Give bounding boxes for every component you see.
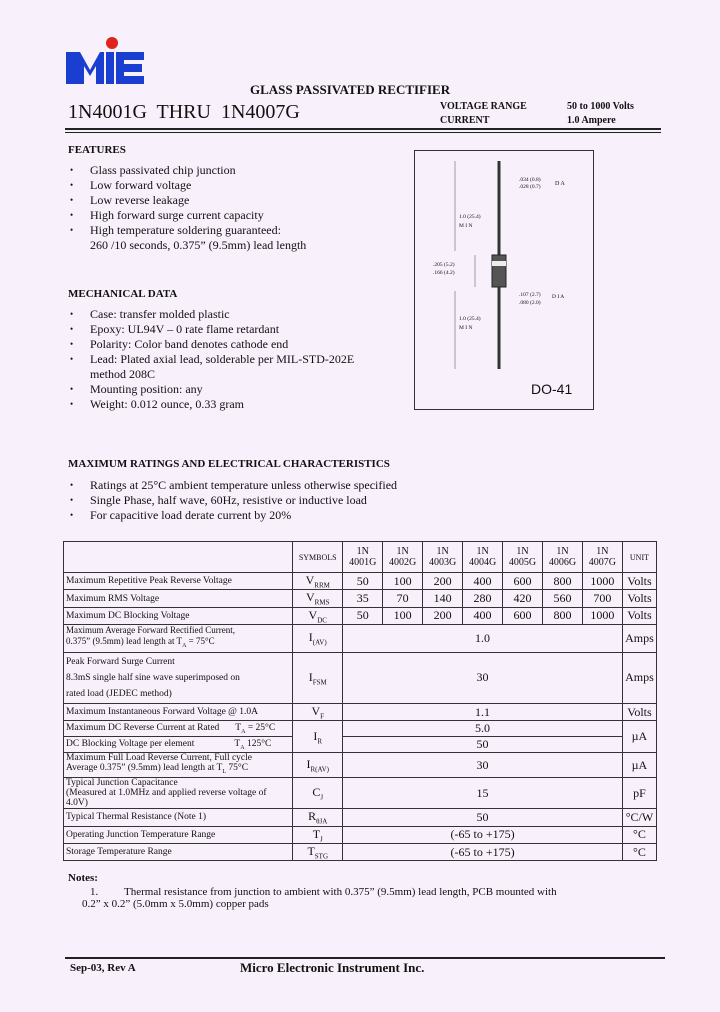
symbol-cell: [293, 607, 343, 624]
value-cell: 700: [582, 590, 622, 607]
symbol: C: [312, 785, 321, 800]
param-text: Average 0.375” (9.5mm) lead length at T: [66, 763, 223, 774]
value-cell: 400: [463, 573, 503, 590]
symbol-sub: R: [317, 737, 323, 746]
part-prefix: 1N: [476, 546, 489, 557]
value-cell: 1.0: [343, 625, 623, 653]
note-line: 0.2” x 0.2” (5.0mm x 5.0mm) copper pads: [82, 898, 269, 910]
param-text: = 25°C: [245, 722, 276, 733]
dim-text: .166 (4.2): [433, 270, 455, 276]
spec-summary: [440, 100, 634, 128]
part-suffix: 4004G: [468, 557, 497, 568]
table-row: [64, 703, 657, 720]
mechanical-item: • Polarity: Color band denotes cathode end: [68, 337, 408, 352]
param-text: 0.375” (9.5mm) lead length at T: [66, 636, 183, 647]
value-cell: 100: [383, 607, 423, 624]
value-cell: 35: [343, 590, 383, 607]
symbol: I: [313, 728, 318, 743]
company-logo: [64, 36, 146, 86]
param-cell: Maximum Instantaneous Forward Voltage @ 1.0A: [64, 703, 293, 720]
dim-text: 1.0 (25.4): [459, 316, 481, 322]
part-header: [582, 542, 622, 573]
dim-text: M I N: [459, 223, 473, 229]
param-cell: Maximum RMS Voltage: [64, 590, 293, 607]
value-cell: 50: [343, 607, 383, 624]
part-header: [463, 542, 503, 573]
value-cell: 30: [343, 652, 623, 703]
param-line: (Measured at 1.0MHz and applied reverse voltage of 4.0V): [66, 788, 267, 809]
part-suffix: 4001G: [349, 557, 377, 568]
revision-label: Sep-03, Rev A: [70, 962, 136, 974]
value-cell: 280: [463, 590, 503, 607]
param-cell: [64, 753, 293, 778]
mechanical-item: • Weight: 0.012 ounce, 0.33 gram: [68, 397, 408, 412]
dim-text: .080 (2.0): [519, 300, 541, 306]
symbol-cell: [293, 652, 343, 703]
value-cell: 70: [383, 590, 423, 607]
param-text: = 75°C: [186, 636, 215, 647]
dim-len-top: [459, 213, 481, 231]
symbol-cell: [293, 590, 343, 607]
symbols-header: SYMBOLS: [293, 542, 343, 573]
symbol-sub: FSM: [312, 678, 327, 687]
symbol-sub: (AV): [312, 638, 327, 647]
dim-dia-label: D A: [555, 181, 565, 187]
value-cell: 420: [503, 590, 543, 607]
symbol-cell: [293, 809, 343, 826]
param-header-cell: [64, 542, 293, 573]
symbol-cell: [293, 625, 343, 653]
param-line: Maximum Average Forward Rectified Current,: [66, 625, 236, 636]
symbol: I: [308, 669, 313, 684]
part-header: [383, 542, 423, 573]
document-title: GLASS PASSIVATED RECTIFIER: [250, 82, 451, 97]
param-text: T: [235, 722, 242, 733]
value-cell: 100: [383, 573, 423, 590]
notes-heading: Notes:: [68, 872, 98, 884]
symbol-sub: STG: [314, 852, 329, 861]
param-text: 125°C: [244, 738, 272, 749]
param-cell: Typical Thermal Resistance (Note 1): [64, 809, 293, 826]
value-cell: (-65 to +175): [343, 826, 623, 843]
value-cell: 15: [343, 778, 623, 809]
divider: [65, 128, 661, 130]
unit-cell: Volts: [622, 590, 656, 607]
mechanical-continuation: method 208C: [90, 367, 155, 381]
unit-cell: °C/W: [622, 809, 656, 826]
symbol: T: [307, 844, 315, 859]
table-row: [64, 625, 657, 653]
value-cell: 30: [343, 753, 623, 778]
param-line: 0.375” (9.5mm) lead length at $T_A = 75^\circ C$: [66, 636, 215, 649]
table-row: [64, 737, 657, 753]
unit-cell: Amps: [622, 625, 656, 653]
company-name: Micro Electronic Instrument Inc.: [240, 960, 425, 975]
symbol-cell: [293, 703, 343, 720]
param-line: Maximum Full Load Reverse Current, Full cycle: [66, 753, 253, 764]
mechanical-section: [68, 288, 408, 412]
ratings-note: • For capacitive load derate current by 20%: [68, 508, 628, 523]
param-cell: Operating Junction Temperature Range: [64, 826, 293, 843]
symbol-sub: θJA: [316, 817, 328, 826]
param-text: T: [234, 738, 241, 749]
feature-item: • Low reverse leakage: [68, 193, 408, 208]
feature-item: • High forward surge current capacity: [68, 208, 408, 223]
table-row: [64, 573, 657, 590]
part-suffix: 4005G: [508, 557, 537, 568]
ratings-heading: MAXIMUM RATINGS AND ELECTRICAL CHARACTERISTICS: [68, 458, 390, 470]
table-row: [64, 753, 657, 778]
table-row: [64, 607, 657, 624]
part-header: [343, 542, 383, 573]
package-label: DO-41: [531, 381, 573, 397]
unit-cell: pF: [622, 778, 656, 809]
dim-lead-dia: [519, 177, 541, 191]
ratings-section: [68, 458, 628, 523]
param-line: Peak Forward Surge Current: [66, 656, 175, 667]
table-row: [64, 778, 657, 809]
part-prefix: 1N: [556, 546, 569, 557]
value-cell: 200: [423, 607, 463, 624]
table-row: [64, 652, 657, 703]
dim-text: 1.0 (25.4): [459, 214, 481, 220]
part-suffix: 4007G: [588, 557, 617, 568]
value-cell: 400: [463, 607, 503, 624]
dim-text: .028 (0.7): [519, 184, 541, 190]
spec-label: VOLTAGE RANGE: [440, 101, 527, 112]
table-row: [64, 809, 657, 826]
value-cell: 1000: [582, 573, 622, 590]
feature-continuation: 260 /10 seconds, 0.375” (9.5mm) lead length: [90, 238, 307, 252]
mechanical-heading: MECHANICAL DATA: [68, 288, 178, 300]
symbol: V: [306, 590, 315, 605]
value-cell: 5.0: [343, 721, 623, 737]
ratings-table: [63, 541, 657, 861]
table-row: [64, 590, 657, 607]
part-prefix: 1N: [436, 546, 449, 557]
symbol: V: [311, 703, 321, 718]
symbol: I: [308, 630, 313, 645]
unit-header: UNIT: [622, 542, 656, 573]
value-cell: 50: [343, 573, 383, 590]
unit-cell: µA: [622, 721, 656, 753]
symbol-sub: F: [320, 712, 325, 721]
dim-body-dia-label: D I A: [552, 294, 565, 300]
symbol-cell: [293, 778, 343, 809]
note-line: [68, 886, 557, 898]
table-header-row: [64, 542, 657, 573]
param-cell: Maximum Repetitive Peak Reverse Voltage: [64, 573, 293, 590]
unit-cell: °C: [622, 826, 656, 843]
part-header: [542, 542, 582, 573]
value-cell: (-65 to +175): [343, 844, 623, 861]
spec-value: 1.0 Ampere: [567, 115, 616, 126]
feature-item: • Low forward voltage: [68, 178, 408, 193]
value-cell: 50: [343, 737, 623, 753]
table-row: [64, 844, 657, 861]
param-text: Maximum DC Reverse Current at Rated: [66, 722, 220, 733]
value-cell: 1.1: [343, 703, 623, 720]
part-number: 1N4001G THRU 1N4007G: [68, 101, 300, 123]
unit-cell: Volts: [622, 607, 656, 624]
param-cell: [64, 778, 293, 809]
ratings-note: • Single Phase, half wave, 60Hz, resistive or inductive load: [68, 493, 628, 508]
table-row: [64, 721, 657, 737]
unit-cell: µA: [622, 753, 656, 778]
unit-cell: °C: [622, 844, 656, 861]
part-suffix: 4006G: [548, 557, 577, 568]
diode-outline: [415, 151, 593, 409]
param-cell: DC Blocking Voltage per element $T_A$ 125°C: [64, 737, 293, 753]
part-header: [503, 542, 543, 573]
divider: [65, 132, 661, 133]
feature-item: • Glass passivated chip junction: [68, 163, 408, 178]
features-section: [68, 144, 408, 253]
ratings-note: • Ratings at 25°C ambient temperature unless otherwise specified: [68, 478, 628, 493]
param-cell: [64, 652, 293, 703]
table-row: [64, 826, 657, 843]
value-cell: 50: [343, 809, 623, 826]
param-cell: Maximum DC Reverse Current at Rated $T_A = 25^\circ C$: [64, 721, 293, 737]
param-line: rated load (JEDEC method): [66, 688, 172, 699]
mechanical-item: • Mounting position: any: [68, 382, 408, 397]
feature-item: • High temperature soldering guaranteed:: [68, 223, 408, 238]
param-line: Typical Junction Capacitance: [66, 778, 178, 789]
param-cell: [64, 625, 293, 653]
dim-text: .034 (0.8): [519, 177, 541, 183]
value-cell: 600: [503, 607, 543, 624]
param-cell: Maximum DC Blocking Voltage: [64, 607, 293, 624]
package-diagram: [414, 150, 594, 410]
note-text: Thermal resistance from junction to ambient with 0.375” (9.5mm) lead length, PCB mounted with: [124, 886, 557, 898]
value-cell: 1000: [582, 607, 622, 624]
dim-text: .205 (5.2): [433, 262, 455, 268]
param-text: DC Blocking Voltage per element: [66, 738, 195, 749]
part-prefix: 1N: [516, 546, 529, 557]
value-cell: 800: [542, 607, 582, 624]
param-line: Average 0.375” (9.5mm) lead length at $T_L$ 75°C: [66, 763, 249, 776]
symbol: V: [305, 573, 315, 587]
features-heading: FEATURES: [68, 144, 126, 156]
dim-body-len: [433, 261, 455, 277]
dim-text: M I N: [459, 325, 473, 331]
symbol-sub: DC: [317, 616, 327, 625]
part-prefix: 1N: [356, 546, 369, 557]
value-cell: 600: [503, 573, 543, 590]
unit-cell: Volts: [622, 703, 656, 720]
value-cell: 560: [542, 590, 582, 607]
symbol-sub: R(AV): [310, 765, 329, 774]
symbol: R: [308, 809, 317, 824]
param-line: 8.3mS single half sine wave superimposed on: [66, 672, 240, 683]
mechanical-item: • Epoxy: UL94V – 0 rate flame retardant: [68, 322, 408, 337]
dim-body-dia: [519, 291, 541, 307]
notes-section: [68, 872, 557, 910]
symbol-cell: [293, 844, 343, 861]
symbol-sub: RMS: [314, 598, 330, 607]
mechanical-item: • Lead: Plated axial lead, solderable per MIL-STD-202E: [68, 352, 408, 367]
note-number: 1.: [90, 886, 99, 898]
dim-len-bot: [459, 315, 481, 333]
part-suffix: 4003G: [428, 557, 457, 568]
part-prefix: 1N: [596, 546, 609, 557]
part-header: [423, 542, 463, 573]
value-cell: 800: [542, 573, 582, 590]
footer-divider: [65, 957, 665, 959]
symbol: V: [308, 607, 318, 622]
symbol-cell: [293, 753, 343, 778]
part-suffix: 4002G: [389, 557, 417, 568]
unit-cell: Amps: [622, 652, 656, 703]
symbol-sub: J: [320, 793, 324, 802]
value-cell: 200: [423, 573, 463, 590]
spec-value: 50 to 1000 Volts: [567, 101, 634, 112]
part-prefix: 1N: [396, 546, 409, 557]
symbol-cell: [293, 573, 343, 590]
value-cell: 140: [423, 590, 463, 607]
symbol: T: [312, 826, 321, 841]
symbol-sub: RRM: [314, 581, 330, 590]
symbol-sub: J: [320, 835, 323, 844]
symbol-cell: [293, 721, 343, 753]
symbol-cell: [293, 826, 343, 843]
param-text: 75°C: [226, 763, 249, 774]
spec-label: CURRENT: [440, 115, 490, 126]
dim-text: .107 (2.7): [519, 292, 541, 298]
symbol: I: [306, 757, 311, 772]
param-cell: Storage Temperature Range: [64, 844, 293, 861]
mechanical-item: • Case: transfer molded plastic: [68, 307, 408, 322]
unit-cell: Volts: [622, 573, 656, 590]
